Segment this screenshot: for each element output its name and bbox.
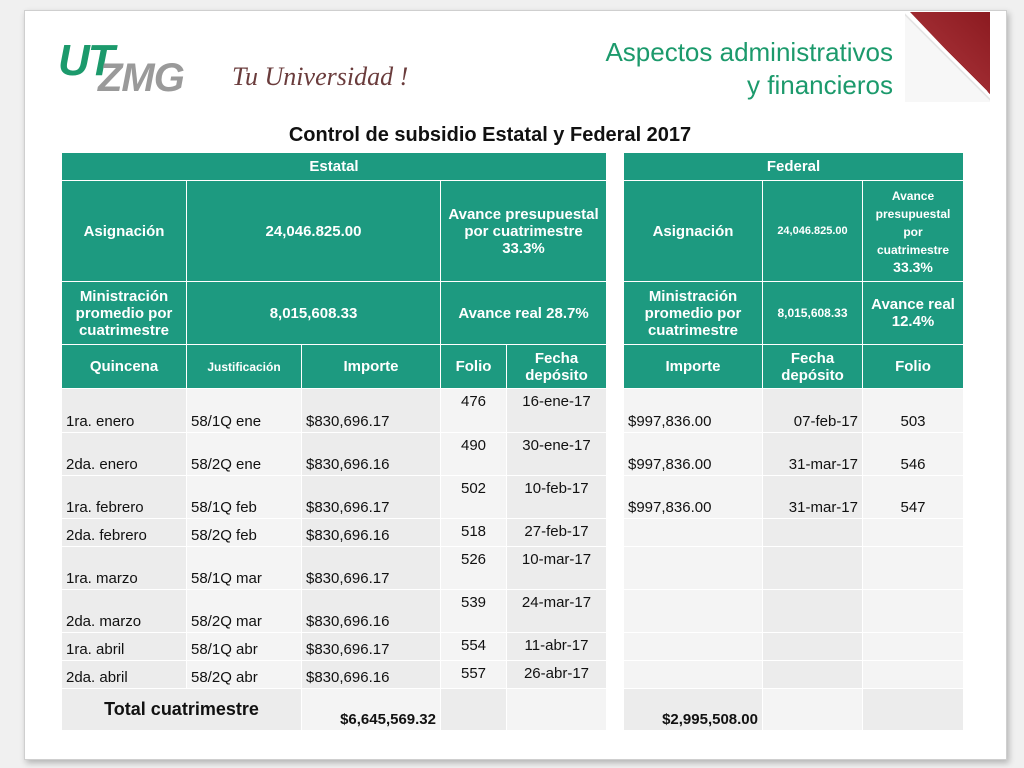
federal-ministracion-label: Ministración promedio por cuatrimestre [624, 282, 763, 345]
federal-ministracion-value: 8,015,608.33 [763, 282, 863, 345]
col-federal-folio: Folio [863, 345, 964, 389]
federal-importe-cell: $997,836.00 [624, 433, 763, 476]
total-federal-importe: $2,995,508.00 [624, 689, 763, 731]
table-title: Control de subsidio Estatal y Federal 2017 [288, 124, 692, 146]
quincena-cell: 2da. marzo [62, 590, 187, 633]
federal-folio-cell: 547 [863, 476, 964, 519]
importe-cell: $830,696.17 [302, 633, 441, 661]
total-estatal-importe: $6,645,569.32 [302, 689, 441, 731]
federal-avance-real: Avance real 12.4% [863, 282, 964, 345]
gap-cell [607, 433, 624, 476]
federal-importe-cell [624, 661, 763, 689]
fecha-deposito-cell: 11-abr-17 [507, 633, 607, 661]
federal-fecha-deposito-cell [763, 519, 863, 547]
col-fecha-deposito: Fecha depósito [507, 345, 607, 389]
total-federal-folio-blank [863, 689, 964, 731]
table-row [62, 476, 964, 519]
fecha-deposito-cell: 10-mar-17 [507, 547, 607, 590]
fecha-deposito-cell: 24-mar-17 [507, 590, 607, 633]
federal-avance-presupuestal-text: Avance presupuestal por cuatrimestre [875, 189, 951, 257]
quincena-cell: 1ra. febrero [62, 476, 187, 519]
federal-fecha-deposito-cell: 31-mar-17 [763, 433, 863, 476]
justificacion-cell: 58/2Q mar [187, 590, 302, 633]
federal-header: Federal [624, 153, 964, 181]
fecha-deposito-cell: 16-ene-17 [507, 389, 607, 433]
folio-cell: 476 [441, 389, 507, 433]
col-justificacion: Justificación [187, 345, 302, 389]
federal-importe-cell: $997,836.00 [624, 389, 763, 433]
federal-importe-cell [624, 590, 763, 633]
federal-importe-cell [624, 547, 763, 590]
logo-ut-text: UT [58, 36, 113, 85]
total-federal-fecha-blank [763, 689, 863, 731]
fecha-deposito-cell: 27-feb-17 [507, 519, 607, 547]
quincena-cell: 2da. febrero [62, 519, 187, 547]
federal-folio-cell: 546 [863, 433, 964, 476]
federal-importe-cell [624, 519, 763, 547]
federal-fecha-deposito-cell [763, 661, 863, 689]
col-federal-importe: Importe [624, 345, 763, 389]
estatal-asignacion-label: Asignación [62, 181, 187, 282]
federal-folio-cell [863, 661, 964, 689]
quincena-cell: 1ra. enero [62, 389, 187, 433]
estatal-avance-real: Avance real 28.7% [441, 282, 607, 345]
justificacion-cell: 58/2Q abr [187, 661, 302, 689]
federal-folio-cell [863, 547, 964, 590]
importe-cell: $830,696.16 [302, 661, 441, 689]
federal-asignacion-label: Asignación [624, 181, 763, 282]
slogan: Tu Universidad ! [232, 62, 409, 91]
justificacion-cell: 58/1Q mar [187, 547, 302, 590]
slide-headline [605, 36, 893, 102]
estatal-ministracion-label: Ministración promedio por cuatrimestre [62, 282, 187, 345]
table-row [62, 547, 964, 590]
federal-fecha-deposito-cell: 07-feb-17 [763, 389, 863, 433]
fecha-deposito-cell: 30-ene-17 [507, 433, 607, 476]
estatal-asignacion-value: 24,046.825.00 [187, 181, 441, 282]
gap-cell [607, 389, 624, 433]
folio-cell: 502 [441, 476, 507, 519]
table-row [62, 661, 964, 689]
col-folio: Folio [441, 345, 507, 389]
quincena-cell: 1ra. marzo [62, 547, 187, 590]
federal-fecha-deposito-cell [763, 633, 863, 661]
importe-cell: $830,696.17 [302, 547, 441, 590]
logo-zmg-text: ZMG [98, 56, 184, 100]
col-quincena: Quincena [62, 345, 187, 389]
importe-cell: $830,696.16 [302, 433, 441, 476]
gap-cell [607, 633, 624, 661]
federal-fecha-deposito-cell [763, 547, 863, 590]
folio-cell: 539 [441, 590, 507, 633]
headline-line-1: Aspectos administrativos [605, 37, 893, 67]
total-folio-blank [441, 689, 507, 731]
gap-cell [607, 476, 624, 519]
folio-cell: 526 [441, 547, 507, 590]
totals-row [62, 689, 964, 731]
folio-cell: 557 [441, 661, 507, 689]
table-row [62, 433, 964, 476]
total-fecha-blank [507, 689, 607, 731]
estatal-ministracion-value: 8,015,608.33 [187, 282, 441, 345]
subsidy-table [61, 152, 964, 731]
federal-avance-presupuestal [863, 181, 964, 282]
federal-importe-cell: $997,836.00 [624, 476, 763, 519]
table-row [62, 633, 964, 661]
federal-folio-cell: 503 [863, 389, 964, 433]
table-row [62, 519, 964, 547]
total-label: Total cuatrimestre [62, 689, 302, 731]
gap-cell [607, 345, 624, 389]
federal-fecha-deposito-cell [763, 590, 863, 633]
justificacion-cell: 58/1Q abr [187, 633, 302, 661]
quincena-cell: 1ra. abril [62, 633, 187, 661]
federal-folio-cell [863, 590, 964, 633]
table-row [62, 590, 964, 633]
gap-cell [607, 181, 624, 282]
estatal-header: Estatal [62, 153, 607, 181]
gap-cell [607, 661, 624, 689]
fecha-deposito-cell: 10-feb-17 [507, 476, 607, 519]
federal-asignacion-value: 24,046.825.00 [763, 181, 863, 282]
col-importe: Importe [302, 345, 441, 389]
fecha-deposito-cell: 26-abr-17 [507, 661, 607, 689]
gap-cell [607, 282, 624, 345]
importe-cell: $830,696.16 [302, 590, 441, 633]
col-federal-fecha-deposito: Fecha depósito [763, 345, 863, 389]
gap-cell [607, 689, 624, 731]
federal-folio-cell [863, 633, 964, 661]
importe-cell: $830,696.17 [302, 389, 441, 433]
estatal-avance-presupuestal: Avance presupuestal por cuatrimestre 33.3% [441, 181, 607, 282]
federal-importe-cell [624, 633, 763, 661]
quincena-cell: 2da. enero [62, 433, 187, 476]
justificacion-cell: 58/2Q feb [187, 519, 302, 547]
gap-cell [607, 547, 624, 590]
justificacion-cell: 58/1Q ene [187, 389, 302, 433]
importe-cell: $830,696.16 [302, 519, 441, 547]
folio-cell: 554 [441, 633, 507, 661]
quincena-cell: 2da. abril [62, 661, 187, 689]
folio-cell: 490 [441, 433, 507, 476]
folio-cell: 518 [441, 519, 507, 547]
importe-cell: $830,696.17 [302, 476, 441, 519]
justificacion-cell: 58/2Q ene [187, 433, 302, 476]
table-row [62, 389, 964, 433]
headline-line-2: y financieros [747, 70, 893, 100]
gap-cell [607, 153, 624, 181]
federal-fecha-deposito-cell: 31-mar-17 [763, 476, 863, 519]
gap-cell [607, 590, 624, 633]
justificacion-cell: 58/1Q feb [187, 476, 302, 519]
gap-cell [607, 519, 624, 547]
federal-avance-presupuestal-pct: 33.3% [893, 259, 933, 275]
federal-folio-cell [863, 519, 964, 547]
